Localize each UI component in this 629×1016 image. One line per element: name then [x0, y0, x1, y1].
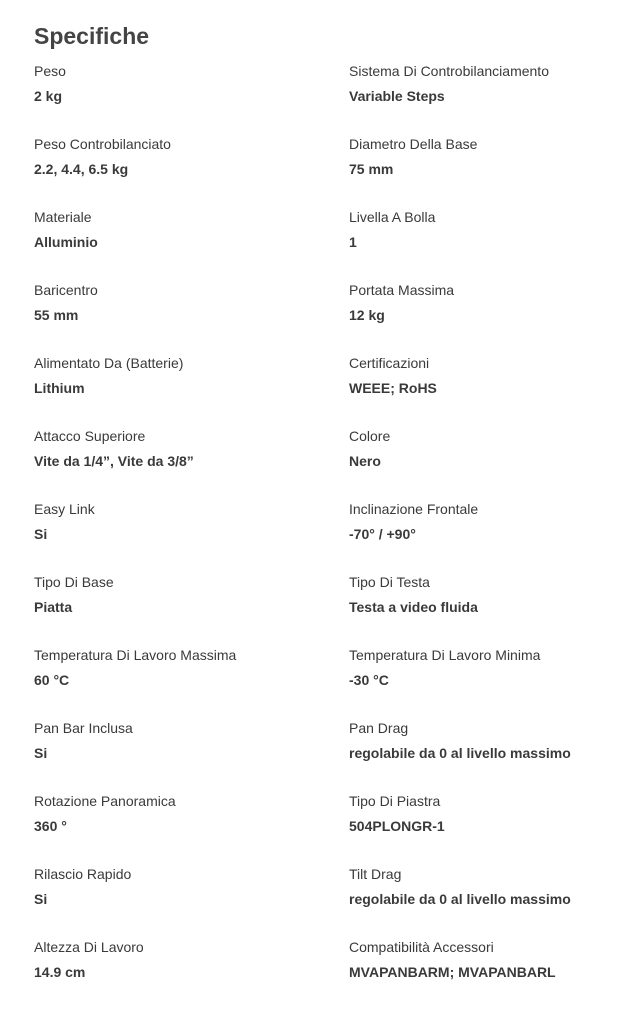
spec-value: Si: [34, 891, 48, 907]
spec-label: Inclinazione Frontale: [349, 501, 479, 517]
spec-item: [34, 208, 349, 281]
spec-label: Tipo Di Testa: [349, 574, 430, 590]
spec-label: Baricentro: [34, 282, 98, 298]
specs-grid: [34, 62, 614, 1011]
spec-item: [34, 62, 349, 135]
spec-item: [349, 646, 614, 719]
spec-label: Peso: [34, 63, 66, 79]
spec-label: Portata Massima: [349, 282, 455, 298]
spec-value: -70° / +90°: [349, 526, 416, 542]
spec-label: Sistema Di Controbilanciamento: [349, 63, 549, 79]
spec-value: Nero: [349, 453, 381, 469]
spec-item: [349, 208, 614, 281]
spec-label: Attacco Superiore: [34, 428, 146, 444]
spec-item: [349, 792, 614, 865]
spec-item: [349, 281, 614, 354]
spec-item: [34, 135, 349, 208]
spec-item: [349, 500, 614, 573]
spec-value: Testa a video fluida: [349, 599, 478, 615]
spec-value: Piatta: [34, 599, 73, 615]
spec-value: regolabile da 0 al livello massimo: [349, 891, 571, 907]
spec-label: Rilascio Rapido: [34, 866, 132, 882]
spec-value: 55 mm: [34, 307, 79, 323]
spec-item: [34, 573, 349, 646]
spec-item: [349, 865, 614, 938]
spec-value: 2 kg: [34, 88, 63, 104]
spec-label: Peso Controbilanciato: [34, 136, 171, 152]
spec-value: Si: [34, 526, 48, 542]
spec-item: [34, 646, 349, 719]
spec-label: Temperatura Di Lavoro Minima: [349, 647, 541, 663]
spec-item: [349, 62, 614, 135]
spec-label: Livella A Bolla: [349, 209, 436, 225]
spec-value: 1: [349, 234, 357, 250]
spec-item: [34, 354, 349, 427]
spec-value: regolabile da 0 al livello massimo: [349, 745, 571, 761]
spec-item: [34, 938, 349, 1011]
spec-value: 75 mm: [349, 161, 394, 177]
spec-item: [34, 719, 349, 792]
spec-value: 12 kg: [349, 307, 385, 323]
spec-value: 504PLONGR-1: [349, 818, 445, 834]
spec-label: Pan Drag: [349, 720, 409, 736]
spec-label: Temperatura Di Lavoro Massima: [34, 647, 237, 663]
spec-value: Lithium: [34, 380, 85, 396]
spec-value: 14.9 cm: [34, 964, 86, 980]
spec-value: 360 °: [34, 818, 67, 834]
spec-item: [349, 938, 614, 1011]
spec-item: [34, 792, 349, 865]
spec-label: Compatibilità Accessori: [349, 939, 494, 955]
spec-label: Diametro Della Base: [349, 136, 478, 152]
spec-label: Tipo Di Piastra: [349, 793, 441, 809]
spec-value: Vite da 1/4”, Vite da 3/8”: [34, 453, 194, 469]
section-title: Specifiche: [34, 23, 150, 49]
spec-label: Easy Link: [34, 501, 95, 517]
spec-value: 2.2, 4.4, 6.5 kg: [34, 161, 129, 177]
spec-value: -30 °C: [349, 672, 389, 688]
spec-value: MVAPANBARM; MVAPANBARL: [349, 964, 556, 980]
spec-label: Tilt Drag: [349, 866, 402, 882]
spec-item: [34, 427, 349, 500]
spec-value: Alluminio: [34, 234, 98, 250]
spec-label: Alimentato Da (Batterie): [34, 355, 184, 371]
spec-value: 60 °C: [34, 672, 70, 688]
spec-label: Materiale: [34, 209, 92, 225]
spec-value: WEEE; RoHS: [349, 380, 437, 396]
spec-label: Pan Bar Inclusa: [34, 720, 133, 736]
spec-item: [349, 427, 614, 500]
spec-item: [34, 865, 349, 938]
spec-item: [34, 281, 349, 354]
spec-value: Variable Steps: [349, 88, 445, 104]
spec-item: [349, 135, 614, 208]
spec-item: [349, 354, 614, 427]
spec-label: Certificazioni: [349, 355, 430, 371]
spec-value: Si: [34, 745, 48, 761]
spec-item: [34, 500, 349, 573]
spec-label: Altezza Di Lavoro: [34, 939, 144, 955]
spec-label: Colore: [349, 428, 391, 444]
spec-item: [349, 573, 614, 646]
spec-label: Rotazione Panoramica: [34, 793, 176, 809]
spec-item: [349, 719, 614, 792]
spec-label: Tipo Di Base: [34, 574, 114, 590]
